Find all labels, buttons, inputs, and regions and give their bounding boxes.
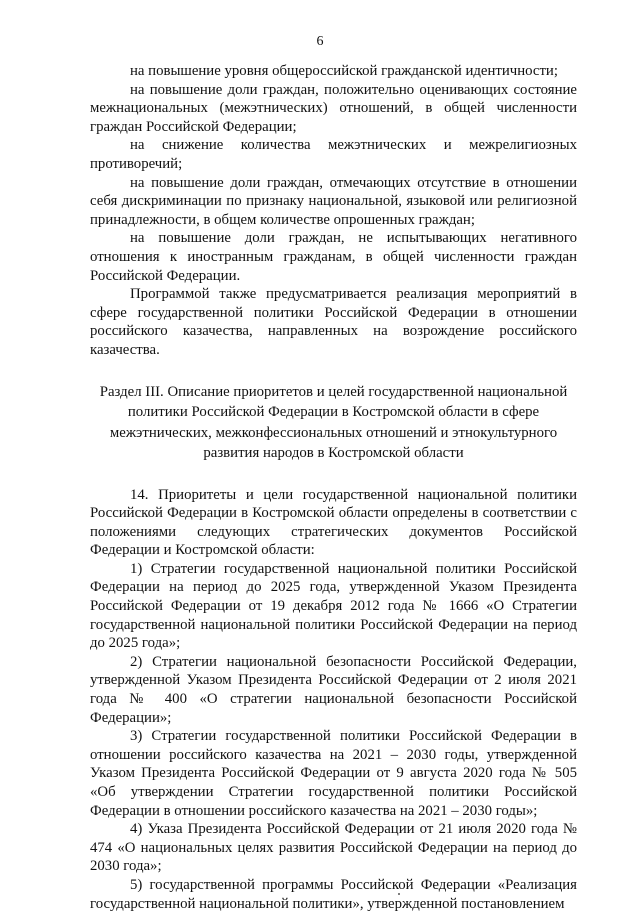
list-item: 3) Стратегии государственной политики Российской Федерации в отношении российского казачества на 2021 – 2030 годы, утвержденной Указом Президента Российской Федерации от 9 августа 2020 года № 505 «Об утверждении Стратегии государственной политики Российской Федерации в отношении российского казачества на 2021 – 2030 годы»; [90, 728, 577, 819]
paragraph: 14. Приоритеты и цели государственной национальной политики Российской Федерации в Костромской области определены в соответствии с положениями следующих стратегических документов Российской Федерации и Костромской области: [90, 486, 577, 559]
paragraph: на снижение количества межэтнических и межрелигиозных противоречий; [90, 137, 577, 172]
paragraph: на повышение уровня общероссийской гражданской идентичности; [130, 63, 558, 79]
paragraph: Программой также предусматривается реализация мероприятий в сфере государственной политики Российской Федерации в отношении российского казачества, направленных на возрождение российского казачества. [90, 286, 577, 358]
document-body [90, 62, 577, 913]
list-item: 4) Указа Президента Российской Федерации от 21 июля 2020 года № 474 «О национальных целях развития Российской Федерации на период до 2030 года»; [90, 821, 577, 875]
section-heading: Раздел III. Описание приоритетов и целей государственной национальной политики Российской Федерации в Костромской области в сфере межэтнических, межконфессиональных отношений и этнокультурного развития народов в Костромской области [99, 383, 568, 461]
paragraph: на повышение доли граждан, положительно оценивающих состояние межнациональных (межэтнических) отношений, в общей численности граждан Российской Федерации; [90, 81, 577, 135]
page-number: 6 [316, 34, 324, 49]
paragraph: на повышение доли граждан, не испытывающих негативного отношения к иностранным гражданам, в общей численности граждан Российской Федерации. [90, 230, 577, 284]
list-item: 1) Стратегии государственной национальной политики Российской Федерации на период до 2025 года, утвержденной Указом Президента Российской Федерации от 19 декабря 2012 года № 1666 «О Стратегии государственной национальной политики Российской Федерации на период до 2025 года»; [90, 560, 577, 652]
paragraph: на повышение доли граждан, отмечающих отсутствие в отношении себя дискриминации по признаку национальной, языковой или религиозной принадлежности, в общем количестве опрошенных граждан; [90, 174, 577, 228]
list-item: 5) государственной программы Российской Федерации «Реализация государственной национальной политики», утвержденной постановлением [90, 876, 577, 912]
scan-speck [398, 893, 400, 895]
list-item: 2) Стратегии национальной безопасности Российской Федерации, утвержденной Указом Президента Российской Федерации от 2 июля 2021 года № 400 «О стратегии национальной безопасности Российской Федерации»; [90, 653, 577, 726]
